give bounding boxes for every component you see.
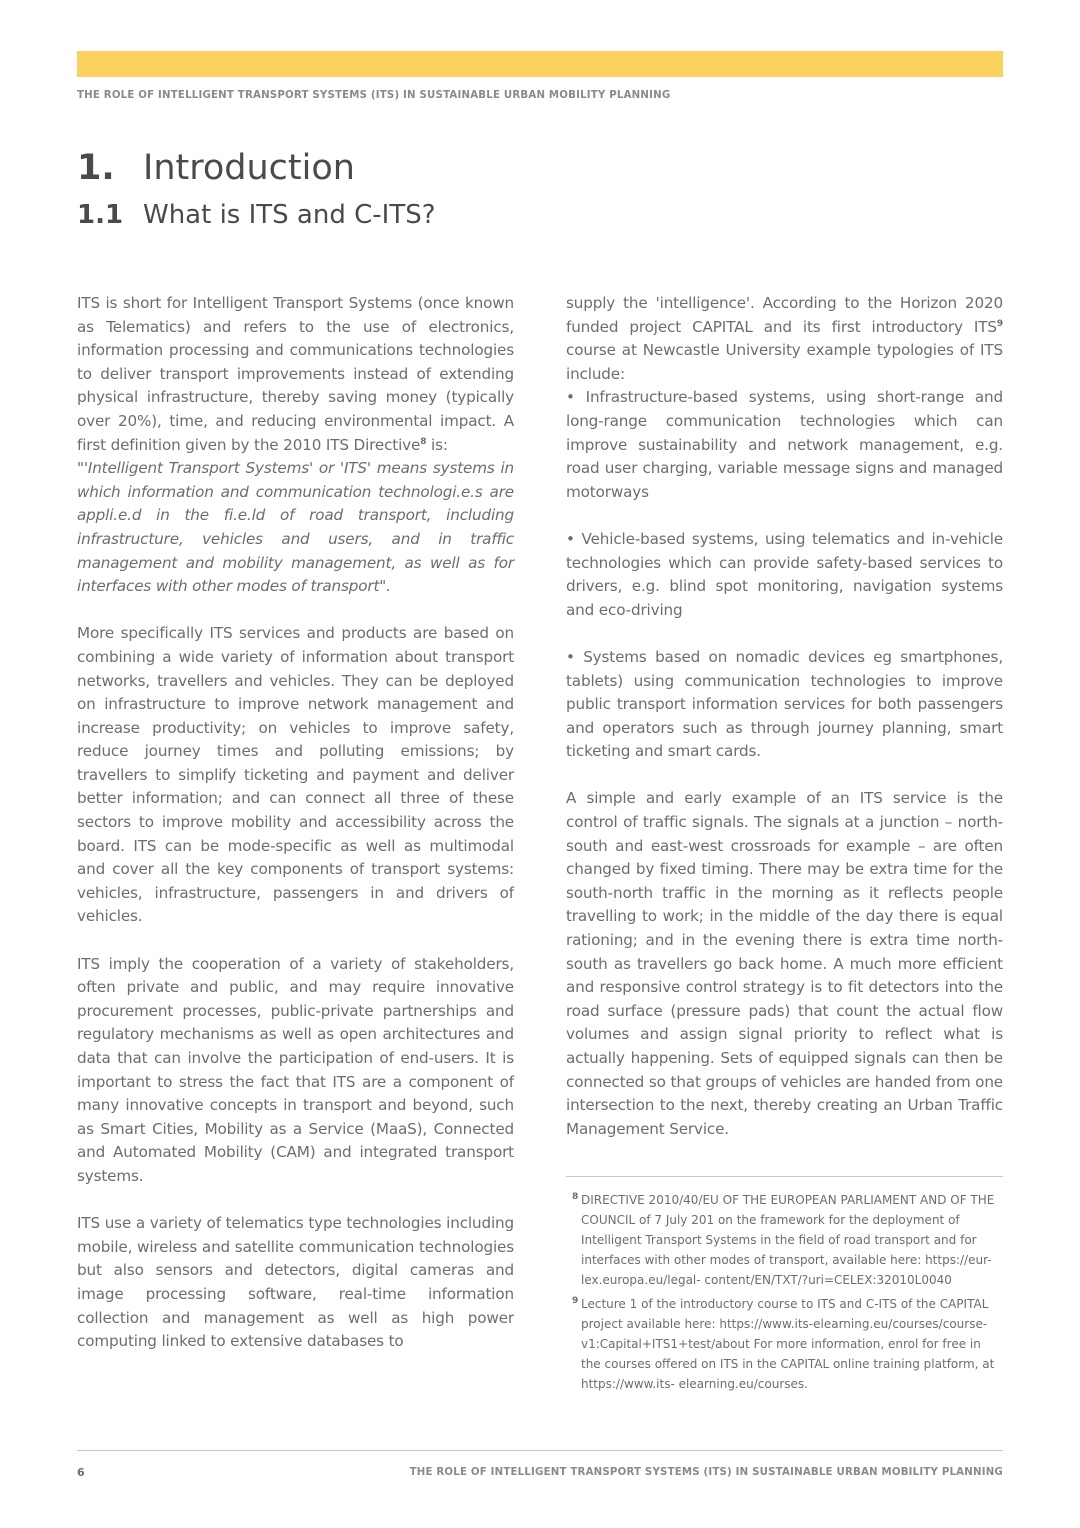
paragraph-its-technologies: ITS use a variety of telematics type technologies including mobile, wireless and satellite communication technologies but also sensors and detectors, digital cameras and image processing software, real-time information collection and management as well as high power computing linked to extensive databases to	[77, 1214, 514, 1351]
paragraph-its-typologies: supply the 'intelligence'. According to the Horizon 2020 funded project CAPITAL and its first introductory ITS$^9$ course at Newcastle University example typologies of ITS include:	[566, 294, 1003, 383]
bullet-infrastructure-based: • Infrastructure-based systems, using short-range and long-range communication technologies which can improve sustainability and network management, e.g. road user charging, variable message signs and managed motorways	[566, 388, 1003, 501]
footer-divider	[77, 1450, 1003, 1451]
paragraph-its-services: More specifically ITS services and products are based on combining a wide variety of information about transport networks, travellers and vehicles. They can be deployed on infrastructure to improve network management and increase productivity; on vehicles to improve safety, reduce journey times and polluting emissions; by travellers to simplify ticketing and payment and deliver better information; and can connect all three of these sectors to improve mobility and accessibility across the board. ITS can be mode-specific as well as multimodal and cover all the key components of transport systems: vehicles, infrastructure, passengers in and drivers of vehicles.	[77, 624, 514, 926]
section-number: 1.	[77, 148, 115, 188]
section-title: Introduction	[143, 148, 355, 188]
footnote-marker: 8	[572, 1192, 579, 1202]
footnote-ref-8[interactable]: 8	[420, 436, 427, 447]
footnote-ref-9[interactable]: 9	[996, 318, 1003, 329]
footnote-marker: 9	[572, 1296, 579, 1306]
paragraph-its-stakeholders: ITS imply the cooperation of a variety of stakeholders, often private and public, and may require innovative procurement processes, public-private partnerships and regulatory mechanisms as well as open architectures and data that can involve the participation of end-users. It is important to stress the fact that ITS are a component of many innovative concepts in transport and beyond, such as Smart Cities, Mobility as a Service (MaaS), Connected and Automated Mobility (CAM) and integrated transport systems.	[77, 954, 514, 1185]
subsection-heading	[77, 200, 436, 230]
footnote-9	[566, 1294, 1003, 1394]
subsection-number: 1.1	[77, 200, 124, 230]
directive-quote: "'Intelligent Transport Systems' or 'ITS' means systems in which information and communication technologi.e.s are appli.e.d in the fi.e.ld of road transport, including infrastructure, vehicles and users, and in traffic management and mobility management, as well as for interfaces with other modes of transport".	[77, 459, 514, 596]
right-column	[566, 292, 1003, 1165]
footnote-8	[566, 1190, 1003, 1290]
footnote-text: DIRECTIVE 2010/40/EU OF THE EUROPEAN PARLIAMENT AND OF THE COUNCIL of 7 July 201 on the framework for the deployment of Intelligent Transport Systems in the field of road transport and for interfaces with other modes of transport, available here: https://eur-lex.europa.eu/legal- content/EN/TXT/?uri=CELEX:32010L0040	[581, 1193, 995, 1287]
section-heading	[77, 148, 355, 188]
running-footer-title: THE ROLE OF INTELLIGENT TRANSPORT SYSTEMS (ITS) IN SUSTAINABLE URBAN MOBILITY PLANNING	[409, 1467, 1003, 1478]
page-number: 6	[77, 1466, 85, 1479]
paragraph-its-definition: ITS is short for Intelligent Transport Systems (once known as Telematics) and refers to the use of electronics, information processing and communications technologies to deliver transport improvements instead of extending physical infrastructure, thereby saving money (typically over 20%), time, and reducing environmental impact. A first definition given by the 2010 ITS Directive$^8$ is:	[77, 294, 514, 454]
paragraph-traffic-signals: A simple and early example of an ITS service is the control of traffic signals. The signals at a junction – north-south and east-west crossroads for example – are often changed by fixed timing. There may be extra time for the south-north traffic in the morning as it reflects people travelling to work; in the middle of the day there is equal rationing; and in the evening there is extra time north-south as travellers go back home. A much more efficient and responsive control strategy is to fit detectors into the road surface (pressure pads) that count the actual flow volumes and assign signal priority to reflect what is actually happening. Sets of equipped signals can then be connected so that groups of vehicles are handed from one intersection to the next, thereby creating an Urban Traffic Management Service.	[566, 789, 1003, 1138]
subsection-title: What is ITS and C-ITS?	[143, 200, 436, 230]
bullet-nomadic-devices: • Systems based on nomadic devices eg smartphones, tablets) using communication technologies to improve public transport information services for both passengers and operators such as through journey planning, smart ticketing and smart cards.	[566, 647, 1003, 761]
footnotes	[566, 1190, 1003, 1398]
bullet-vehicle-based: • Vehicle-based systems, using telematics and in-vehicle technologies which can provide safety-based services to drivers, e.g. blind spot monitoring, navigation systems and eco-driving	[566, 529, 1003, 619]
footnote-divider	[566, 1176, 1003, 1177]
footnote-text: Lecture 1 of the introductory course to ITS and C-ITS of the CAPITAL project available here: https://www.its-elearning.eu/courses/course-v1:Capital+ITS1+test/about For more information, enrol for free in the courses offered on ITS in the CAPITAL online training platform, at https://www.its- elearning.eu/courses.	[581, 1297, 995, 1391]
header-accent-bar	[77, 51, 1003, 77]
left-column	[77, 292, 514, 1377]
running-header-title: THE ROLE OF INTELLIGENT TRANSPORT SYSTEMS (ITS) IN SUSTAINABLE URBAN MOBILITY PLANNING	[77, 90, 671, 101]
